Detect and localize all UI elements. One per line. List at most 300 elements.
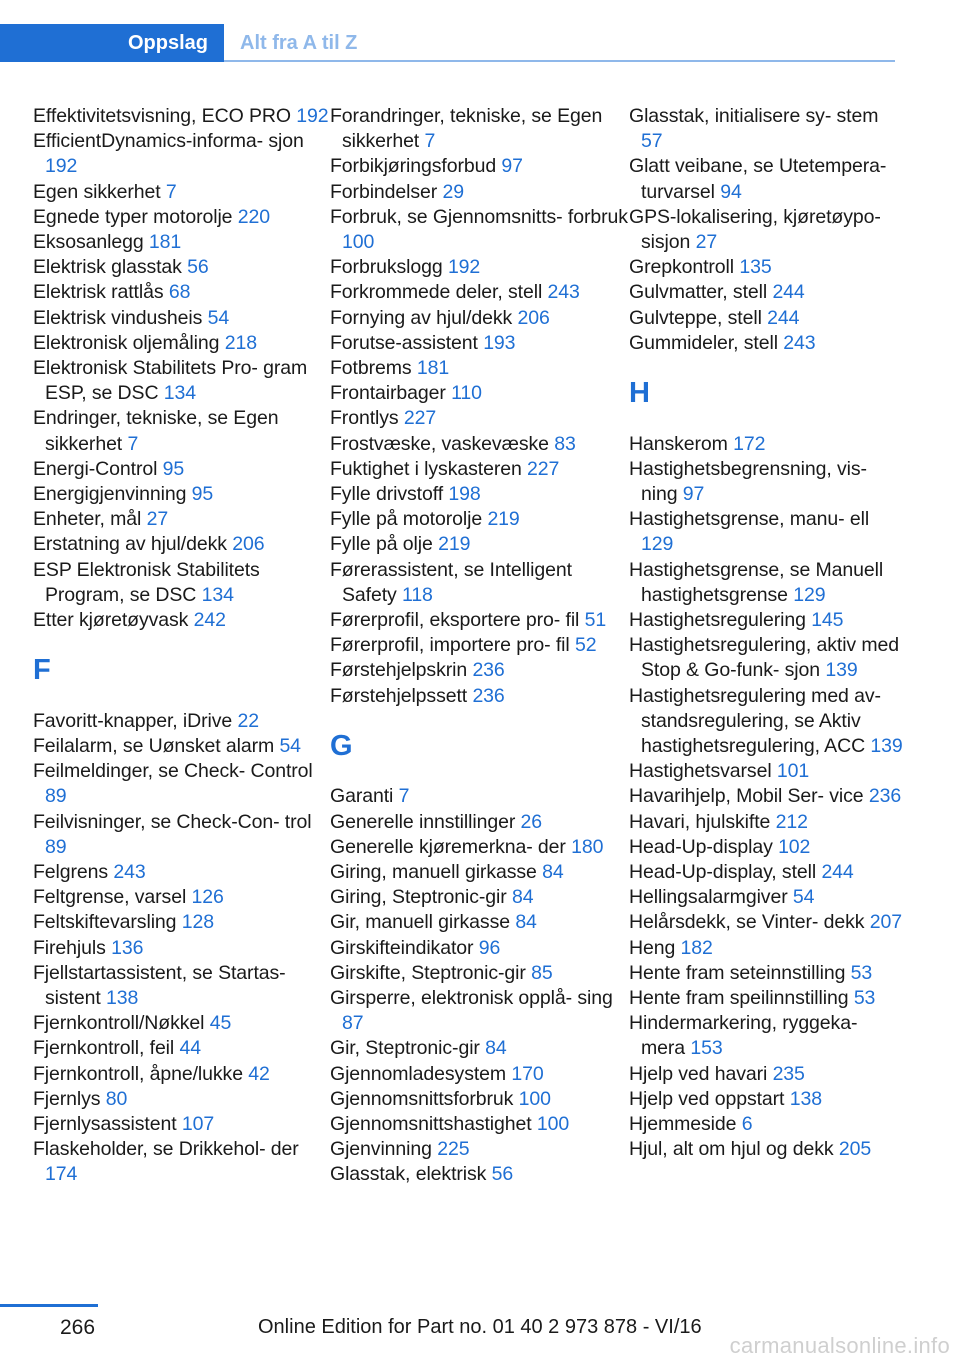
index-entry-page-link[interactable]: 45 — [209, 1012, 232, 1035]
index-entry — [33, 457, 330, 482]
index-entry-page-link[interactable]: 129 — [641, 533, 674, 556]
index-entry-page-link[interactable]: 139 — [870, 735, 903, 758]
index-entry-page-link[interactable]: 219 — [487, 508, 520, 531]
index-entry-page-link[interactable]: 84 — [511, 886, 534, 909]
index-entry-page-link[interactable]: 51 — [584, 609, 607, 632]
index-entry-term: Energigjenvinning — [33, 483, 187, 506]
index-entry — [629, 684, 903, 760]
index-entry — [330, 255, 629, 280]
index-entry — [33, 1112, 330, 1137]
index-entry-page-link[interactable]: 139 — [825, 659, 858, 682]
index-entry-page-link[interactable]: 27 — [146, 508, 169, 531]
index-entry-term: Gjenvinning — [330, 1138, 432, 1161]
index-entry-page-link[interactable]: 243 — [547, 281, 580, 304]
index-entry — [629, 432, 903, 457]
index-entry-term: Forkrommede deler, stell — [330, 281, 543, 304]
index-entry-page-link[interactable]: 219 — [438, 533, 471, 556]
index-entry-page-link[interactable]: 206 — [517, 306, 550, 329]
index-column-1 — [33, 104, 330, 1188]
index-entry — [629, 558, 903, 608]
index-entry — [330, 406, 629, 431]
index-entry — [629, 910, 903, 935]
index-entry — [33, 280, 330, 305]
index-entry — [33, 910, 330, 935]
index-entry — [330, 885, 629, 910]
index-entry-page-link[interactable]: 95 — [191, 483, 214, 506]
index-entry-page-link[interactable]: 100 — [518, 1087, 551, 1110]
index-entry-page-link[interactable]: 227 — [527, 457, 560, 480]
index-entry-term: Gir, Steptronic-gir — [330, 1037, 480, 1060]
index-entry — [330, 280, 629, 305]
index-entry-term: Felgrens — [33, 861, 109, 884]
index-entry — [330, 482, 629, 507]
index-entry — [629, 331, 903, 356]
page-number: 266 — [60, 1316, 96, 1339]
index-entry-page-link[interactable]: 236 — [472, 684, 505, 707]
index-entry-page-link[interactable]: 56 — [187, 256, 209, 279]
index-entry-page-link[interactable]: 181 — [148, 231, 182, 254]
index-entry — [629, 1087, 903, 1112]
index-entry-term: Hastighetsregulering — [629, 609, 806, 632]
index-letter-heading: G — [330, 730, 353, 763]
index-entry-page-link[interactable]: 182 — [680, 936, 713, 959]
index-entry-term: Forbruk, se Gjennomsnitts‐ forbruk — [330, 205, 628, 228]
index-entry-page-link[interactable]: 192 — [45, 155, 78, 178]
index-entry — [33, 709, 330, 734]
index-entry-term: Fuktighet i lyskasteren — [330, 457, 522, 480]
index-entry-page-link[interactable]: 29 — [442, 180, 465, 203]
index-entry-term: Gjennomladesystem — [330, 1062, 507, 1085]
index-entry-term: Fylle drivstoff — [330, 483, 444, 506]
index-entry — [33, 507, 330, 532]
index-entry-term: Glasstak, elektrisk — [330, 1163, 487, 1186]
index-entry — [629, 936, 903, 961]
index-entry-term: Feltskiftevarsling — [33, 911, 177, 934]
edition-note: Online Edition for Part no. 01 40 2 973 878 - VI/16 — [258, 1316, 702, 1338]
index-entry — [330, 1036, 629, 1061]
index-entry-term: Gjennomsnittshastighet — [330, 1113, 532, 1136]
index-entry — [330, 835, 629, 860]
index-entry-page-link[interactable]: 95 — [162, 457, 185, 480]
index-entry-term: Frontlys — [330, 407, 399, 430]
index-entry-term: Hjul, alt om hjul og dekk — [629, 1138, 834, 1161]
index-entry-page-link[interactable]: 244 — [772, 281, 805, 304]
index-entry-term: Hente fram speilinnstilling — [629, 987, 849, 1010]
index-entry-page-link[interactable]: 236 — [472, 659, 505, 682]
index-entry-term: Fornying av hjul/dekk — [330, 306, 513, 329]
index-entry-term: Gulvmatter, stell — [629, 281, 768, 304]
index-entry — [629, 507, 903, 557]
index-entry — [330, 810, 629, 835]
index-entry — [629, 608, 903, 633]
index-entry — [330, 784, 629, 809]
index-entry-page-link[interactable]: 243 — [113, 861, 146, 884]
index-columns — [33, 104, 903, 1188]
index-entry-term: Favoritt-knapper, iDrive — [33, 709, 233, 732]
index-entry-term: Egnede typer motorolje — [33, 205, 233, 228]
index-entry-page-link[interactable]: 126 — [191, 886, 224, 909]
index-entry-page-link[interactable]: 225 — [437, 1138, 470, 1161]
index-entry-term: Elektronisk Stabilitets Pro‐ gram ESP, se DSC — [33, 357, 308, 405]
index-entry-page-link[interactable]: 220 — [237, 205, 270, 228]
index-entry-term: Fjellstartassistent, se Startas‐ sistent — [33, 961, 286, 1010]
index-entry — [330, 432, 629, 457]
index-entry-term: Fjernkontroll, åpne/lukke — [33, 1062, 243, 1085]
index-entry-page-link[interactable]: 85 — [531, 961, 553, 984]
index-entry-page-link[interactable]: 145 — [811, 609, 844, 632]
index-entry-page-link[interactable]: 192 — [447, 256, 481, 279]
index-entry-page-link[interactable]: 101 — [776, 760, 810, 783]
header-divider — [224, 60, 895, 62]
index-entry-term: Feilmeldinger, se Check- Control — [33, 760, 313, 783]
index-entry-page-link[interactable]: 94 — [720, 180, 742, 203]
index-entry-page-link[interactable]: 136 — [111, 936, 144, 959]
index-entry-page-link[interactable]: 84 — [515, 911, 537, 934]
index-entry-page-link[interactable]: 97 — [682, 483, 705, 505]
index-entry-term: Feilvisninger, se Check-Con‐ trol — [33, 810, 312, 833]
index-entry-page-link[interactable]: 68 — [168, 281, 191, 304]
index-entry-page-link[interactable]: 54 — [207, 306, 230, 329]
index-entry-term: Havari, hjulskifte — [629, 810, 771, 833]
index-entry — [629, 306, 903, 331]
index-entry — [629, 860, 903, 885]
index-entry-term: Energi-Control — [33, 457, 158, 480]
index-entry-page-link[interactable]: 110 — [451, 382, 482, 405]
index-entry-term: Elektronisk oljemåling — [33, 331, 220, 354]
index-entry-term: Fjernlysassistent — [33, 1113, 177, 1136]
index-entry-term: Egen sikkerhet — [33, 180, 161, 203]
index-entry-page-link[interactable]: 172 — [733, 432, 766, 455]
index-entry — [330, 860, 629, 885]
index-entry-term: Frontairbager — [330, 382, 446, 405]
index-entry-page-link[interactable]: 227 — [403, 407, 437, 430]
index-entry — [330, 633, 629, 658]
index-entry — [33, 1011, 330, 1036]
index-entry-term: Erstatning av hjul/dekk — [33, 533, 227, 556]
index-entry-term: Hindermarkering, ryggeka‐ mera — [629, 1012, 858, 1060]
index-entry-page-link[interactable]: 135 — [739, 256, 772, 279]
index-entry — [330, 154, 629, 179]
index-entry — [33, 1036, 330, 1061]
index-entry — [33, 482, 330, 507]
index-entry — [629, 205, 903, 255]
index-entry-term: Hastighetsgrense, se Manuell hastighetsgrense — [629, 558, 884, 606]
index-entry — [330, 356, 629, 381]
index-entry-page-link[interactable]: 153 — [690, 1037, 723, 1060]
index-entry — [33, 129, 330, 179]
index-entry-term: Endringer, tekniske, se Egen sikkerhet — [33, 407, 279, 455]
index-entry-page-link[interactable]: 205 — [838, 1138, 872, 1161]
index-entry-term: Fotbrems — [330, 357, 412, 380]
index-entry-term: Head-Up-display, stell — [629, 861, 817, 884]
index-entry-page-link[interactable]: 138 — [106, 987, 139, 1010]
index-entry — [629, 759, 903, 784]
index-entry — [33, 306, 330, 331]
index-entry-page-link[interactable]: 235 — [772, 1062, 805, 1085]
index-entry — [629, 810, 903, 835]
index-entry-term: Gjennomsnittsforbruk — [330, 1087, 514, 1110]
index-entry-page-link[interactable]: 22 — [237, 709, 259, 732]
index-entry-term: Generelle kjøremerkna‐ der — [330, 835, 566, 858]
index-entry-page-link[interactable]: 192 — [296, 105, 329, 127]
index-entry-page-link[interactable]: 138 — [789, 1087, 822, 1110]
index-entry-term: Feltgrense, varsel — [33, 886, 187, 909]
index-entry — [33, 180, 330, 205]
index-entry-term: Girsperre, elektronisk opplå‐ sing — [330, 987, 613, 1010]
index-entry-term: Hastighetsgrense, manu‐ ell — [629, 508, 870, 531]
index-entry-page-link[interactable]: 54 — [792, 886, 815, 909]
index-entry-term: Gummideler, stell — [629, 331, 778, 354]
index-entry — [330, 532, 629, 557]
index-entry-term: Forutse-assistent — [330, 331, 478, 354]
index-entry-term: Girskifteindikator — [330, 936, 474, 959]
index-entry — [629, 784, 903, 809]
index-entry-page-link[interactable]: 242 — [193, 609, 226, 632]
index-entry-page-link[interactable]: 26 — [520, 810, 543, 833]
index-entry-term: Hente fram seteinnstilling — [629, 961, 846, 984]
index-entry-page-link[interactable]: 7 — [424, 130, 436, 153]
index-entry-page-link[interactable]: 83 — [554, 432, 576, 455]
index-entry — [629, 633, 903, 683]
index-entry-term: Fylle på motorolje — [330, 508, 483, 531]
index-entry — [330, 306, 629, 331]
index-entry-term: Feilalarm, se Uønsket alarm — [33, 735, 275, 758]
index-entry-term: Hanskerom — [629, 432, 728, 455]
index-entry-term: Elektrisk rattlås — [33, 281, 164, 304]
index-entry — [330, 1137, 629, 1162]
index-entry-page-link[interactable]: 89 — [45, 835, 67, 858]
index-entry-term: Head-Up-display — [629, 835, 773, 858]
index-entry — [629, 961, 903, 986]
index-entry — [629, 835, 903, 860]
index-entry — [330, 205, 629, 255]
index-entry-page-link[interactable]: 84 — [542, 861, 564, 884]
index-entry-page-link[interactable]: 198 — [448, 483, 481, 506]
index-entry — [629, 154, 903, 204]
index-column-2 — [330, 104, 629, 1188]
index-entry-term: Hastighetsbegrensning, vis‐ ning — [629, 457, 867, 505]
watermark: carmanualsonline.info — [729, 1333, 950, 1358]
index-entry-term: Heng — [629, 936, 676, 959]
index-entry-page-link[interactable]: 87 — [342, 1012, 364, 1035]
index-entry-page-link[interactable]: 134 — [201, 583, 234, 606]
index-entry-page-link[interactable]: 7 — [398, 785, 410, 808]
index-entry-term: Generelle innstillinger — [330, 810, 516, 833]
section-tab-oppslag[interactable]: Oppslag — [0, 24, 224, 62]
index-entry-page-link[interactable]: 56 — [491, 1163, 514, 1186]
index-entry-page-link[interactable]: 80 — [105, 1087, 128, 1110]
index-entry — [330, 331, 629, 356]
index-entry-term: Gir, manuell girkasse — [330, 911, 510, 934]
index-entry-page-link[interactable]: 107 — [181, 1113, 215, 1136]
index-entry — [629, 255, 903, 280]
index-entry — [33, 230, 330, 255]
index-entry — [330, 986, 629, 1036]
index-entry — [33, 1137, 330, 1187]
index-entry-page-link[interactable]: 206 — [232, 533, 265, 556]
index-entry-term: Eksosanlegg — [33, 231, 144, 254]
index-entry-page-link[interactable]: 27 — [695, 231, 718, 254]
index-entry-term: Havarihjelp, Mobil Ser‐ vice — [629, 785, 864, 808]
index-entry — [330, 910, 629, 935]
index-entry — [33, 331, 330, 356]
index-entry — [33, 104, 330, 129]
index-entry-page-link[interactable]: 89 — [45, 785, 67, 808]
index-entry-page-link[interactable]: 53 — [850, 961, 873, 984]
index-entry-term: Fylle på olje — [330, 533, 433, 556]
index-entry — [33, 532, 330, 557]
index-entry — [330, 507, 629, 532]
index-entry-term: Enheter, mål — [33, 508, 142, 531]
index-entry — [330, 1162, 629, 1187]
index-entry — [33, 759, 330, 809]
index-entry — [33, 356, 330, 406]
index-entry-term: Førerassistent, se Intelligent Safety — [330, 558, 572, 606]
index-entry-page-link[interactable]: 218 — [224, 331, 257, 354]
index-entry-page-link[interactable]: 96 — [478, 936, 501, 959]
index-entry-term: GPS-lokalisering, kjøretøypo‐ sisjon — [629, 205, 881, 254]
index-entry-page-link[interactable]: 170 — [511, 1062, 544, 1085]
index-entry-term: Fjernkontroll/Nøkkel — [33, 1012, 205, 1035]
index-entry — [33, 810, 330, 860]
index-entry-page-link[interactable]: 84 — [485, 1037, 507, 1060]
index-entry-term: Grepkontroll — [629, 256, 735, 279]
index-entry-page-link[interactable]: 134 — [163, 382, 197, 405]
index-entry-term: Forbindelser — [330, 180, 438, 203]
index-entry — [330, 381, 629, 406]
index-entry-page-link[interactable]: 181 — [416, 357, 450, 380]
index-letter-heading: F — [33, 654, 51, 687]
index-entry — [33, 885, 330, 910]
index-entry-term: Fjernkontroll, feil — [33, 1037, 175, 1060]
index-entry-page-link[interactable]: 57 — [641, 130, 663, 153]
index-entry-page-link[interactable]: 207 — [869, 911, 902, 934]
index-entry-term: Etter kjøretøyvask — [33, 609, 189, 632]
index-entry — [629, 885, 903, 910]
index-entry — [33, 558, 330, 608]
index-entry-term: Førerprofil, eksportere pro‐ fil — [330, 609, 580, 632]
index-entry-page-link[interactable]: 7 — [127, 432, 139, 455]
index-entry-page-link[interactable]: 243 — [783, 331, 816, 354]
index-entry-page-link[interactable]: 7 — [165, 180, 177, 203]
index-entry-term: Forbrukslogg — [330, 256, 443, 279]
index-entry — [33, 205, 330, 230]
index-entry-page-link[interactable]: 129 — [793, 583, 826, 606]
index-entry — [33, 255, 330, 280]
index-entry-term: Elektrisk vindusheis — [33, 306, 203, 329]
index-entry — [330, 936, 629, 961]
index-entry-page-link[interactable]: 52 — [574, 634, 597, 657]
index-entry — [629, 104, 903, 154]
index-entry-page-link[interactable]: 193 — [483, 331, 516, 354]
page-header — [0, 0, 960, 64]
index-entry-term: Hjelp ved oppstart — [629, 1087, 785, 1110]
index-entry — [330, 684, 629, 709]
index-entry-page-link[interactable]: 97 — [501, 155, 523, 178]
index-entry-term: Forbikjøringsforbud — [330, 155, 497, 178]
index-entry-term: Girskifte, Steptronic-gir — [330, 961, 526, 984]
index-column-3 — [629, 104, 903, 1188]
index-entry — [330, 961, 629, 986]
index-entry-term: Frostvæske, vaskevæske — [330, 432, 549, 455]
index-entry-term: Førstehjelpssett — [330, 684, 468, 707]
index-entry — [629, 986, 903, 1011]
index-entry-term: Fjernlys — [33, 1087, 101, 1110]
index-entry-page-link[interactable]: 212 — [775, 810, 808, 833]
index-entry — [33, 860, 330, 885]
index-entry-term: Forandringer, tekniske, se Egen sikkerhet — [330, 105, 603, 153]
index-entry-term: EfficientDynamics-informa‐ sjon — [33, 130, 304, 153]
index-entry-page-link[interactable]: 100 — [342, 231, 375, 254]
index-entry-term: Helårsdekk, se Vinter‐ dekk — [629, 911, 865, 934]
index-entry-page-link[interactable]: 244 — [821, 861, 854, 884]
index-entry — [629, 1112, 903, 1137]
index-entry-page-link[interactable]: 180 — [571, 835, 604, 858]
index-entry-page-link[interactable]: 42 — [248, 1062, 270, 1085]
index-entry-page-link[interactable]: 174 — [45, 1163, 78, 1186]
index-entry — [629, 280, 903, 305]
index-entry — [330, 1087, 629, 1112]
index-entry-term: Hjelp ved havari — [629, 1062, 768, 1085]
section-tab-alt-fra-a-til-z[interactable]: Alt fra A til Z — [240, 31, 358, 54]
index-entry — [33, 961, 330, 1011]
index-entry-term: Førstehjelpskrin — [330, 659, 468, 682]
index-entry — [33, 1062, 330, 1087]
index-entry-term: Giring, manuell girkasse — [330, 861, 537, 884]
index-entry-term: Gulvteppe, stell — [629, 306, 762, 329]
index-entry — [330, 1112, 629, 1137]
index-entry — [330, 558, 629, 608]
index-entry — [330, 658, 629, 683]
index-entry-term: Flaskeholder, se Drikkehol‐ der — [33, 1138, 299, 1161]
index-entry-page-link[interactable]: 44 — [179, 1037, 201, 1060]
index-entry-term: Firehjuls — [33, 936, 106, 959]
index-entry-page-link[interactable]: 54 — [279, 735, 301, 758]
index-entry — [330, 180, 629, 205]
index-entry — [33, 936, 330, 961]
index-entry-page-link[interactable]: 128 — [181, 911, 214, 934]
index-entry-term: Elektrisk glasstak — [33, 256, 182, 279]
index-entry-page-link[interactable]: 102 — [778, 835, 811, 858]
index-entry — [330, 457, 629, 482]
index-entry-term: Hastighetsregulering med av‐ standsregulering, se Aktiv hastighetsregulering, ACC — [629, 684, 881, 758]
index-entry-page-link[interactable]: 236 — [868, 785, 902, 808]
index-entry-page-link[interactable]: 244 — [767, 306, 800, 329]
index-entry — [629, 1011, 903, 1061]
index-entry — [629, 1137, 903, 1162]
index-entry-page-link[interactable]: 118 — [402, 583, 433, 606]
index-entry-term: Førerprofil, importere pro‐ fil — [330, 634, 570, 657]
index-entry — [330, 1062, 629, 1087]
index-entry — [33, 734, 330, 759]
index-entry-page-link[interactable]: 100 — [536, 1113, 570, 1136]
index-entry — [330, 104, 629, 154]
index-entry — [330, 608, 629, 633]
index-entry-term: Glasstak, initialisere sy‐ stem — [629, 105, 879, 127]
index-entry-term: Giring, Steptronic-gir — [330, 886, 507, 909]
index-entry-page-link[interactable]: 6 — [741, 1113, 753, 1136]
index-entry-term: Hjemmeside — [629, 1113, 737, 1136]
index-entry-term: Garanti — [330, 785, 394, 808]
index-entry — [629, 1062, 903, 1087]
index-entry-term: Effektivitetsvisning, ECO PRO — [33, 105, 291, 127]
footer-divider — [0, 1304, 98, 1307]
index-letter-heading: H — [629, 377, 650, 410]
index-entry-term: Hastighetsregulering, aktiv med Stop & Go-funk‐ sjon — [629, 634, 900, 682]
index-entry-term: ESP Elektronisk Stabilitets Program, se DSC — [33, 558, 260, 606]
index-entry-term: Glatt veibane, se Utetempera‐ turvarsel — [629, 155, 887, 203]
index-entry-page-link[interactable]: 53 — [853, 987, 876, 1010]
